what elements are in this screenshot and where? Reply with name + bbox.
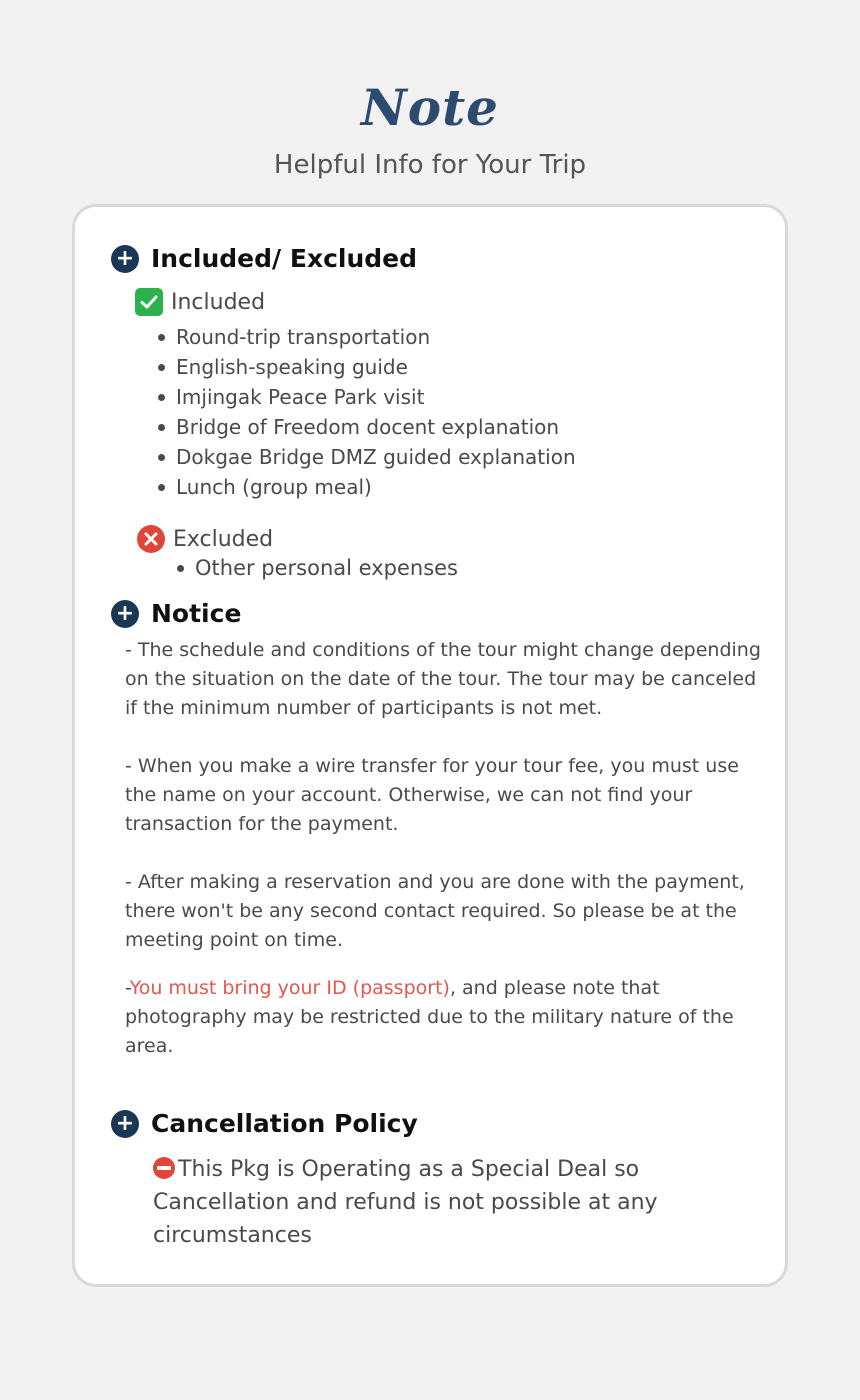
notice-id-rest: , and please note that photography may be restricted due to the military nature of the area. [125, 977, 734, 1057]
cancellation-text [153, 1153, 753, 1252]
excluded-list [175, 553, 458, 583]
cross-mark-icon [137, 525, 165, 553]
notice-id-highlight: You must bring your ID (passport) [129, 977, 450, 999]
list-item: Lunch (group meal) [156, 472, 576, 502]
section-included-excluded [111, 244, 417, 273]
excluded-label: Excluded [173, 526, 274, 552]
notice-paragraph: - After making a reservation and you are done with the payment, there won't be any second contact required. So please be at the meeting point on time. [125, 871, 745, 951]
notice-paragraph: - The schedule and conditions of the tour might change depending on the situation on the date of the tour. The tour may be canceled if the minimum number of participants is not met. [125, 639, 761, 719]
check-mark-icon [135, 288, 163, 316]
cancellation-text-body: This Pkg is Operating as a Special Deal so Cancellation and refund is not possible at any circumstances [153, 1157, 658, 1248]
plus-circle-icon: + [111, 600, 139, 628]
section-notice [111, 599, 241, 628]
list-item: English-speaking guide [156, 352, 576, 382]
included-list [156, 322, 576, 502]
notice-id-prefix: - [125, 977, 130, 999]
page-title: Note [361, 78, 499, 137]
list-item: Round-trip transportation [156, 322, 576, 352]
section-title-included-excluded: Included/ Excluded [151, 244, 418, 273]
list-item: Other personal expenses [175, 553, 458, 583]
included-heading [135, 288, 265, 316]
section-cancellation [111, 1109, 418, 1138]
info-card [72, 204, 788, 1287]
plus-circle-icon: + [111, 245, 139, 273]
page-subtitle: Helpful Info for Your Trip [273, 150, 587, 180]
list-item: Bridge of Freedom docent explanation [156, 412, 576, 442]
list-item: Imjingak Peace Park visit [156, 382, 576, 412]
excluded-heading [137, 525, 273, 553]
no-entry-icon [153, 1157, 175, 1179]
section-title-cancellation: Cancellation Policy [151, 1109, 418, 1138]
notice-id-paragraph [125, 974, 765, 1061]
plus-circle-icon: + [111, 1110, 139, 1138]
section-title-notice: Notice [151, 599, 242, 628]
included-label: Included [171, 289, 266, 315]
list-item: Dokgae Bridge DMZ guided explanation [156, 442, 576, 472]
notice-paragraph: - When you make a wire transfer for your tour fee, you must use the name on your account. Otherwise, we can not find your transaction for the payment. [125, 755, 739, 835]
